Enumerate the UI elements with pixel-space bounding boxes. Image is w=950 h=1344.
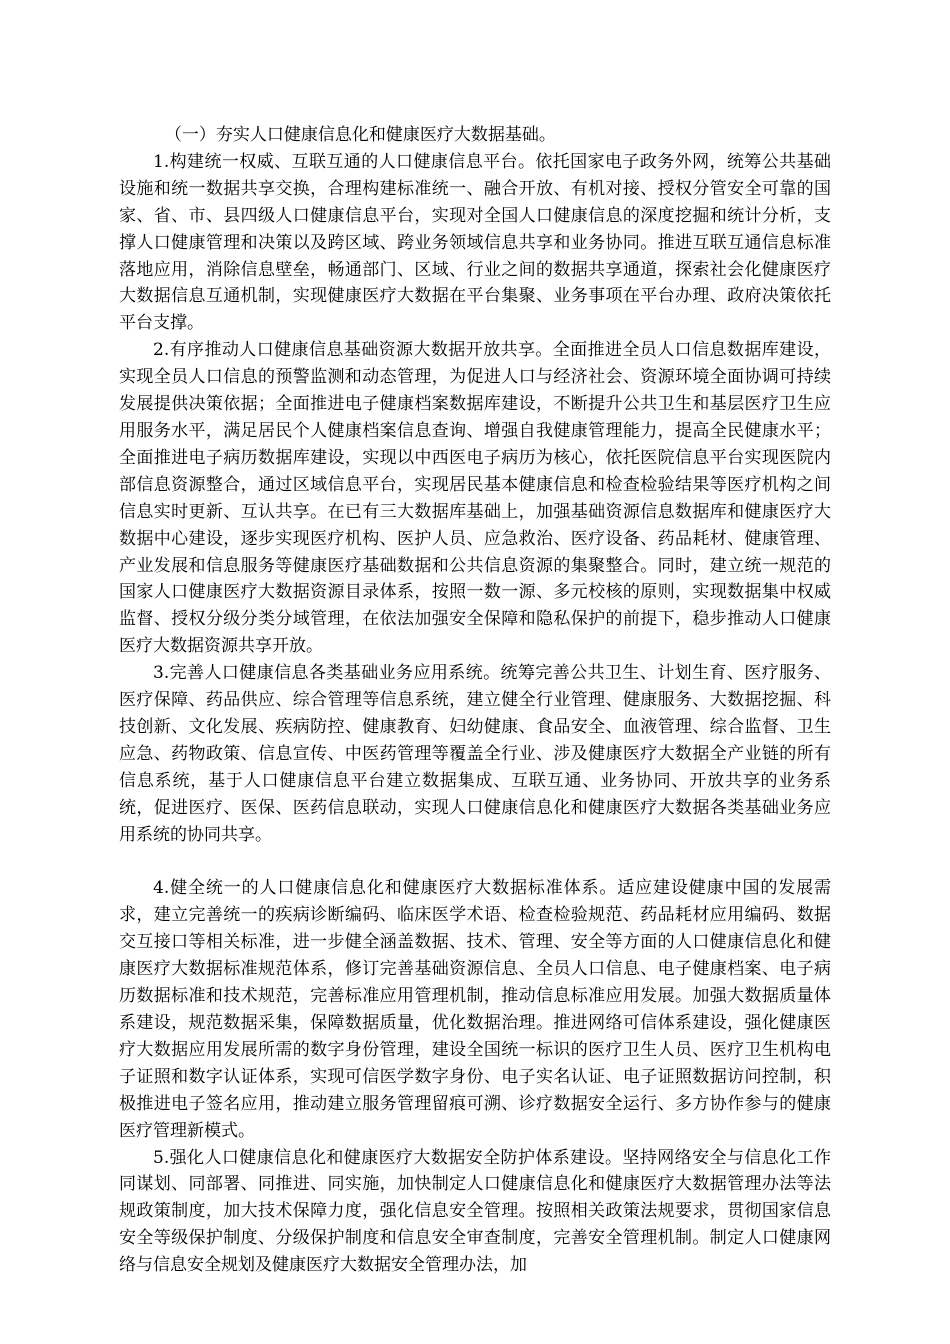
paragraph-4: 4.健全统一的人口健康信息化和健康医疗大数据标准体系。适应建设健康中国的发展需求，建立完善统一的疾病诊断编码、临床医学术语、检查检验规范、药品耗材应用编码、数据交互接口等相关标准，进一步健全涵盖数据、技术、管理、安全等方面的人口健康信息化和健康医疗大数据标准规范体系，修订完善基础资源信息、全员人口信息、电子健康档案、电子病历数据标准和技术规范，完善标准应用管理机制，推动信息标准应用发展。加强大数据质量体系建设，规范数据采集，保障数据质量，优化数据治理。推进网络可信体系建设，强化健康医疗大数据应用发展所需的数字身份管理，建设全国统一标识的医疗卫生人员、医疗卫生机构电子证照和数字认证体系，实现可信医学数字身份、电子实名认证、电子证照数据访问控制，积极推进电子签名应用，推动建立服务管理留痕可溯、诊疗数据安全运行、多方协作参与的健康医疗管理新模式。 [119, 878, 831, 1141]
paragraph-3: 3.完善人口健康信息各类基础业务应用系统。统筹完善公共卫生、计划生育、医疗服务、医疗保障、药品供应、综合管理等信息系统，建立健全行业管理、健康服务、大数据挖掘、科技创新、文化发展、疾病防控、健康教育、妇幼健康、食品安全、血液管理、综合监督、卫生应急、药物政策、信息宣传、中医药管理等覆盖全行业、涉及健康医疗大数据全产业链的所有信息系统，基于人口健康信息平台建立数据集成、互联互通、业务协同、开放共享的业务系统，促进医疗、医保、医药信息联动，实现人口健康信息化和健康医疗大数据各类基础业务应用系统的协同共享。 [119, 663, 831, 845]
paragraph-2: 2.有序推动人口健康信息基础资源大数据开放共享。全面推进全员人口信息数据库建设，实现全员人口信息的预警监测和动态管理，为促进人口与经济社会、资源环境全面协调可持续发展提供决策依据；全面推进电子健康档案数据库建设，不断提升公共卫生和基层医疗卫生应用服务水平，满足居民个人健康档案信息查询、增强自我健康管理能力，提高全民健康水平；全面推进电子病历数据库建设，实现以中西医电子病历为核心，依托医院信息平台实现医院内部信息资源整合，通过区域信息平台，实现居民基本健康信息和检查检验结果等医疗机构之间信息实时更新、互认共享。在已有三大数据库基础上，加强基础资源信息数据库和健康医疗大数据中心建设，逐步实现医疗机构、医护人员、应急救治、医疗设备、药品耗材、健康管理、产业发展和信息服务等健康医疗基础数据和公共信息资源的集聚整合。同时，建立统一规范的国家人口健康医疗大数据资源目录体系，按照一数一源、多元校核的原则，实现数据集中权威监督、授权分级分类分域管理，在依法加强安全保障和隐私保护的前提下，稳步推动人口健康医疗大数据资源共享开放。 [119, 340, 831, 657]
paragraph-1: 1.构建统一权威、互联互通的人口健康信息平台。依托国家电子政务外网，统筹公共基础设施和统一数据共享交换，合理构建标准统一、融合开放、有机对接、授权分管安全可靠的国家、省、市、县四级人口健康信息平台，实现对全国人口健康信息的深度挖掘和统计分析，支撑人口健康管理和决策以及跨区域、跨业务领域信息共享和业务协同。推进互联互通信息标准落地应用，消除信息壁垒，畅通部门、区域、行业之间的数据共享通道，探索社会化健康医疗大数据信息互通机制，实现健康医疗大数据在平台集聚、业务事项在平台办理、政府决策依托平台支撑。 [119, 151, 831, 334]
section-heading: （一）夯实人口健康信息化和健康医疗大数据基础。 [164, 125, 556, 145]
document-page [119, 122, 831, 1279]
paragraph-5: 5.强化人口健康信息化和健康医疗大数据安全防护体系建设。坚持网络安全与信息化工作同谋划、同部署、同推进、同实施，加快制定人口健康信息化和健康医疗大数据管理办法等法规政策制度，加大技术保障力度，强化信息安全管理。按照相关政策法规要求，贯彻国家信息安全等级保护制度、分级保护制度和信息安全审查制度，完善安全管理机制。制定人口健康网络与信息安全规划及健康医疗大数据安全管理办法，加 [119, 1147, 831, 1276]
